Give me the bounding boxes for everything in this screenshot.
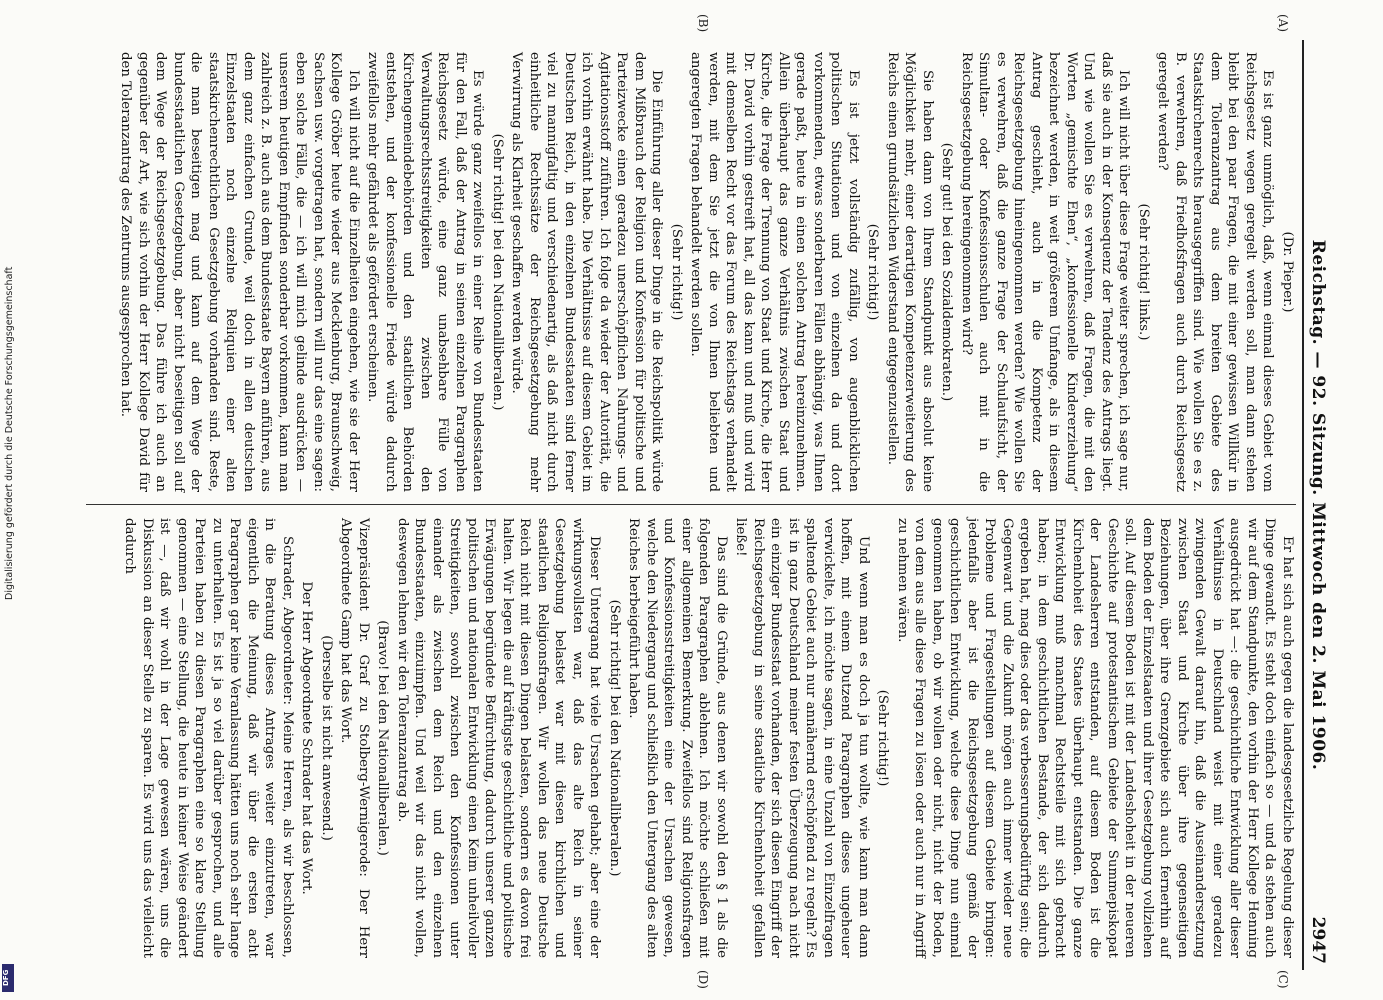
column-divider xyxy=(86,504,1296,505)
page-number: 2947 xyxy=(1308,916,1328,964)
text-paragraph: Das sind die Gründe, aus denen wir sowohl den § 1 als die folgenden Paragraphen ablehnen. Ich möchte schließen mit einer allgemeinen Bemerkung. Zweifellos sind Religionsfragen und Konfessionsstreitigkeiten eine der Ursachen gewesen, welche den Niedergang und schließlich den Untergang des alten Reiches herbeigeführt haben. xyxy=(626,518,729,958)
page-header xyxy=(1302,40,1330,970)
text-paragraph: Es ist ganz unmöglich, daß, wenn einmal dieses Gebiet vom Reichsgesetz wegen geregelt werden soll, man dann stehen bleibt bei den paar Fragen, die mit einer gewissen Willkür in dem Toleranzantrag aus dem breiten Gebiete des Staatskirchenrechts herausgegriffen sind. Wie wollen Sie es z. B. verwehren, daß Friedhofsfragen auch durch Reichsgesetz geregelt werden? xyxy=(1155,52,1276,492)
text-paragraph: Es ist jetzt vollständig zufällig, von augenblicklichen politischen Situationen und von einzelnen da und dort vorkommenden, etwas sonderbaren Fällen abhängig, was Ihnen gerade paßt, heute in einen solchen Antrag hereinzunehmen. Allein überhaupt das ganze Verhältnis zwischen Staat und Kirche, die Frage der Trennung von Staat und Kirche, die Herr Dr. David vorhin gestreift hat, all das kann und muß und wird mit demselben Recht vor das Forum des Reichstags verhandelt werden, mit dem Sie jetzt die von Ihnen beliebten und angeregten Fragen behandelt werden sollen. xyxy=(688,52,861,492)
margin-label-c: (C) xyxy=(1276,970,1290,989)
interjection-line: (Sehr richtig!) xyxy=(865,223,881,321)
header-title: Reichstag. — 92. Sitzung. Mittwoch den 2. Mai 1906. xyxy=(1308,239,1328,771)
text-paragraph: Schrader, Abgeordneter: Meine Herren, als wir beschlossen, in die Beratung dieses Antrages weiter einzutreten, war eigentlich die Meinung, daß wir über die ersten acht Paragraphen gar keine Veranlassung hätten uns noch sehr lange zu unterhalten. Es ist ja so viel darüber gesprochen, und alle Parteien haben zu diesen Paragraphen eine so klare Stellung genommen — eine Stellung, die heute in keiner Weise geändert ist —, daß wir wohl in der Lage gewesen wären, uns die Diskussion an dieser Stelle zu sparen. Es wird uns das vielleicht dadurch xyxy=(122,518,295,958)
text-paragraph: Dieser Untergang hat viele Ursachen gehabt; aber eine der wirkungsvollsten war, daß das alte Reich in seiner Gesetzgebung belastet war mit diesen kirchlichen und staatlichen Religionsfragen. Wir wollen das neue Deutsche Reich nicht mit diesen Dingen belasten, sondern es davon frei halten. Wir legen die auf kräftigste geschichtliche und politische Erwägungen begründete Befürchtung, dadurch unserer ganzen politischen und nationalen Entwicklung einen Keim unheilvoller Streitigkeiten, sowohl zwischen den Konfessionen unter einander als zwischen dem Reich und den einzelnen Bundesstaaten, einzuimpfen. Und weil wir das nicht wollen, deswegen lehnen wir den Toleranzantrag ab. xyxy=(395,518,603,958)
interjection-line: (Bravo! bei den Nationalliberalen.) xyxy=(375,620,391,856)
text-paragraph: Ich will nicht über diese Frage weiter sprechen, ich sage nur, daß sie auch in der Konsequenz der Tendenz des Antrags liegt. Und wie wollen Sie es verwehren, daß Fragen, die mit den Worten „gemischte Ehen“, „konfessionelle Kindererziehung“ bezeichnet werden, in weit größerem Umfange, als in diesem Antrag geschieht, auch in die Kompetenz der Reichsgesetzgebung hineingenommen werden? Wie wollen Sie es verwehren, daß die ganze Frage der Schulaufsicht, der Simultan- oder Konfessionsschulen auch mit in die Reichsgesetzgebung hereingenommen wird? xyxy=(959,52,1132,492)
text-paragraph: Vizepräsident Dr. Graf zu Stolberg-Wernigerode: Der Herr Abgeordnete Gamp hat das Wort. xyxy=(338,518,371,958)
interjection-line: (Sehr richtig!) xyxy=(875,689,891,787)
digitization-credit: Digitalisierung gefördert durch die Deutsche Forschungsgemeinschaft xyxy=(4,266,15,600)
margin-label-b: (B) xyxy=(696,14,710,33)
text-paragraph: Es würde ganz zweifellos in einer Reihe von Bundesstaaten für den Fall, daß der Antrag in seinen einzelnen Paragraphen Reichsgesetz würde, eine ganz unabsehbare Fülle von Verwaltungsrechtsstreitigkeiten zwischen den Kirchengemeindebehörden und den staatlichen Behörden entstehen, und der konfessionelle Friede würde dadurch zweifellos mehr gefährdet als gefördert erscheinen. xyxy=(365,52,486,492)
interjection-line: (Dr. Pieper.) xyxy=(1280,231,1295,313)
left-text-column xyxy=(115,52,1296,492)
interjection-line: (Sehr richtig! bei den Nationalliberalen.) xyxy=(607,599,622,877)
interjection-line: (Sehr richtig!) xyxy=(669,223,684,321)
dfg-logo-icon: DFG xyxy=(2,964,14,992)
interjection-line: Der Herr Abgeordnete Schrader hat das Wort. xyxy=(299,581,315,895)
text-paragraph: Und wenn man es doch ja tun wollte, wie kann man dann hoffen, mit einem Dutzend Paragraphen dieses ungeheuer verwickelte, ich möchte sagen, in eine Unzahl von Einzelfragen spaltende Gebiet auch nur annähernd erschöpfend zu regeln? Es ist in ganz Deutschland meiner festen Überzeugung nach nicht ein einziger Bundesstaat vorhanden, der sich diesen Eingriff der Reichsgesetzgebung in seine staatliche Kirchenhoheit gefallen ließe! xyxy=(733,518,871,958)
text-paragraph: Sie haben dann von Ihrem Standpunkt aus absolut keine Möglichkeit mehr, einer derartigen Kompetenzerweiterung des Reichs einen grundsätzlichen Widerstand entgegenzustellen. xyxy=(885,52,935,492)
right-text-column xyxy=(119,518,1296,958)
margin-label-d: (D) xyxy=(696,970,710,989)
interjection-line: (Sehr richtig! links.) xyxy=(1136,203,1151,341)
margin-label-a: (A) xyxy=(1276,14,1290,33)
text-paragraph: Er hat sich auch gegen die landesgesetzliche Regelung dieser Dinge gewandt. Es steht doch einfach so — und da stehen auch wir auf dem Standpunkte, den vorhin der Herr Kollege Henning ausgedrückt hat —: die geschichtliche Entwicklung aller dieser Verhältnisse in Deutschland weist mit einer geradezu zwingenden Gewalt darauf hin, daß die Auseinandersetzung zwischen Staat und Kirche über ihre gegenseitigen Beziehungen, über ihre Grenzgebiete sich auch fernerhin auf dem Boden der Einzelstaaten und ihrer Gesetzgebung vollziehen soll. Auf diesem Boden ist mit der Landeshoheit in der neueren Geschichte auf protestantischem Gebiete der Summepiskopat der Landesherren entstanden, auf diesem Boden ist die Kirchenhoheit des Staates überhaupt entstanden. Die ganze Entwicklung muß manchmal Rechtsteile mit sich gebracht haben; in dem geschichtlichen Bestande, der sich dadurch ergeben hat, mag dies oder das verbesserungsbedürftig sein; die Gegenwart und die Zukunft mögen auch immer wieder neue Probleme und Fragestellungen auf diesem Gebiete bringen: jedenfalls aber ist die Reichsgesetzgebung gemäß der geschichtlichen Entwicklung, welche diese Dinge nun einmal genommen haben, ob wir wollen oder nicht, nicht der Boden, von dem aus alle diese Fragen zu lösen oder auch nur in Angriff zu nehmen wären. xyxy=(895,518,1295,958)
text-paragraph: Ich will nicht auf die Einzelheiten eingehen, wie sie der Herr Kollege Gröber heute wieder aus Mecklenburg, Braunschweig, Sachsen usw. vorgetragen hat, sondern will nur das eine sagen: eben solche Fälle, die — ich will mich gelinde ausdrücken — unserem heutigen Empfinden sonderbar vorkommen, kann man zahlreich z. B. auch aus dem Bundesstaate Bayern anführen, aus dem ganz einfachen Grunde, weil doch in allen deutschen Einzelstaaten noch einzelne Reliquien einer alten staatskirchenrechtlichen Gesetzgebung vorhanden sind. Reste, die man beseitigen mag und kann auf dem Wege der bundesstaatlichen Gesetzgebung, aber nicht beseitigen soll auf dem Wege der Reichsgesetzgebung. Das führe ich auch an gegenüber der Art, wie sich vorhin der Herr Kollege David für den Toleranzantrag des Zentrums ausgesprochen hat. xyxy=(118,52,361,492)
interjection-line: (Derselbe ist nicht anwesend.) xyxy=(319,635,334,841)
interjection-line: (Sehr richtig! bei den Nationalliberalen.) xyxy=(490,133,505,411)
interjection-line: (Sehr gut! bei den Sozialdemokraten.) xyxy=(939,142,955,402)
text-paragraph: Die Einführung aller dieser Dinge in die Reichspolitik würde dem Mißbrauch der Religion und Konfession für politische und Parteizwecke einen geradezu unerschöpflichen Nahrungs- und Agitationsstoff zuführen. Ich folge da wieder der Autorität, die ich vorhin erwähnt habe. Die Verhältnisse auf diesem Gebiet im Deutschen Reich, in den einzelnen Bundesstaaten sind ferner viel zu mannigfaltig und verschiedenartig, als daß nicht durch einheitliche Rechtssätze der Reichsgesetzgebung mehr Verwirrung als Klarheit geschaffen werden würde. xyxy=(509,52,665,492)
rotated-document-page xyxy=(60,14,1330,989)
